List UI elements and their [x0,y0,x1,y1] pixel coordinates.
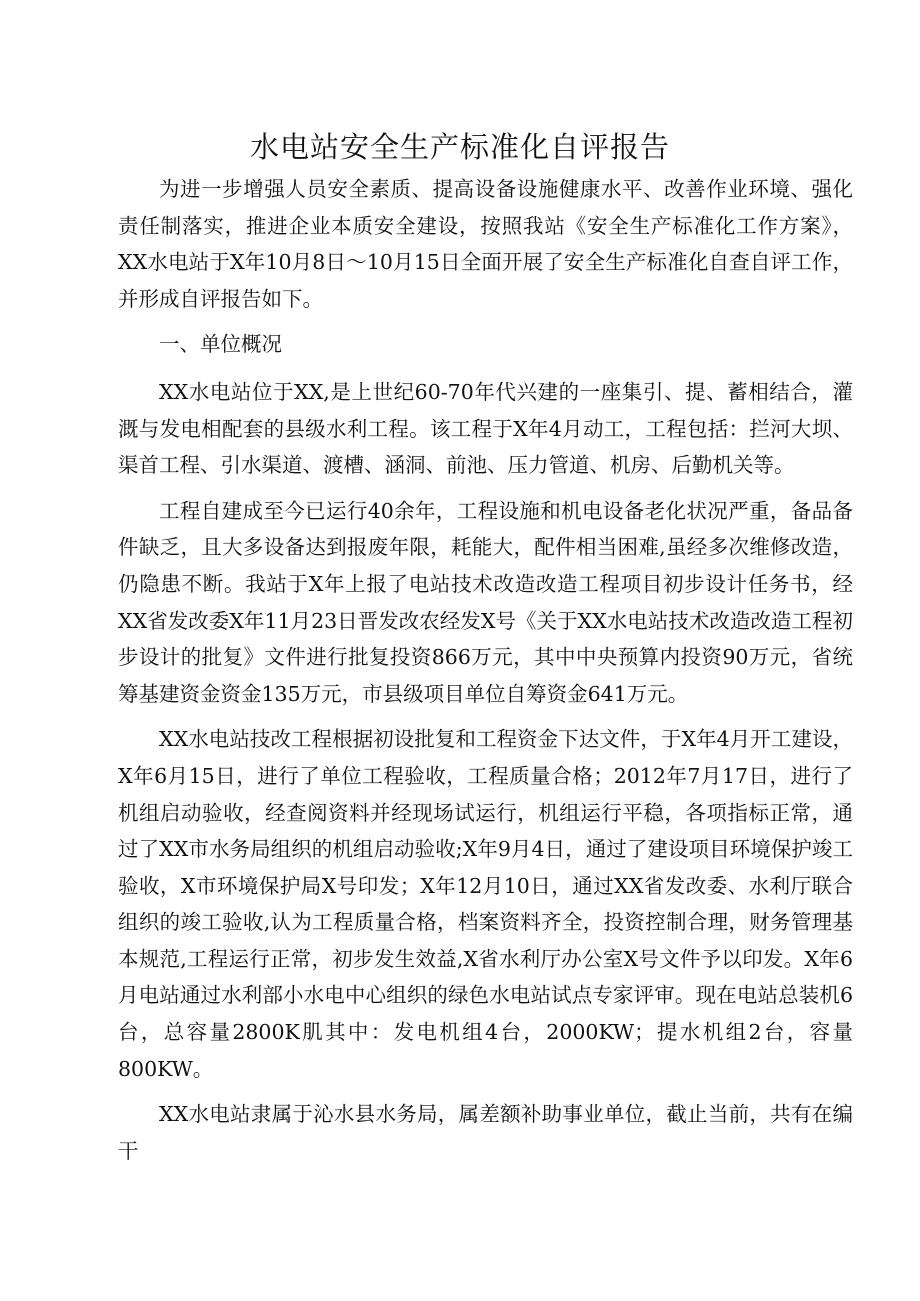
document-title: 水电站安全生产标准化自评报告 [249,130,670,164]
paragraph-acceptance: XX水电站技改工程根据初设批复和工程资金下达文件，于X年4月开工建设，X年6月15日，进行了单位工程验收，工程质量合格；2012年7月17日，进行了机组启动验收，经查阅资料并经现场试运行，机组运行平稳，各项指标正常，通过了XX市水务局组织的机组启动验收;X年9月4日，通过了建设项目环境保护竣工验收，X市环境保护局X号印发；X年12月10日，通过XX省发改委、水利厅联合组织的竣工验收,认为工程质量合格，档案资料齐全，投资控制合理，财务管理基本规范,工程运行正常，初步发生效益,X省水利厅办公室X号文件予以印发。X年6月电站通过水利部小水电中心组织的绿色水电站试点专家评审。现在电站总装机6台，总容量2800K肌其中：发电机组4台，2000KW；提水机组2台，容量800KW。 [118,727,853,1081]
paragraph-organization: XX水电站隶属于沁水县水务局，属差额补助事业单位，截止当前，共有在编干 [118,1102,853,1163]
document-body [118,171,853,1178]
section-heading-unit-overview: 一、单位概况 [159,332,282,357]
paragraph-history: 工程自建成至今已运行40余年，工程设施和机电设备老化状况严重，备品备件缺乏，且大多设备达到报废年限，耗能大，配件相当困难,虽经多次维修改造，仍隐患不断。我站于X年上报了电站技术改造改造工程项目初步设计任务书，经XX省发改委X年11月23日晋发改农经发X号《关于XX水电站技术改造改造工程初步设计的批复》文件进行批复投资866万元，其中中央预算内投资90万元，省统筹基建资金资金135万元，市县级项目单位自筹资金641万元。 [118,498,853,706]
intro-paragraph: 为进一步增强人员安全素质、提高设备设施健康水平、改善作业环境、强化责任制落实，推进企业本质安全建设，按照我站《安全生产标准化工作方案》，XX水电站于X年10月8日～10月15日全面开展了安全生产标准化自查自评工作，并形成自评报告如下。 [118,177,853,311]
paragraph-location: XX水电站位于XX,是上世纪60-70年代兴建的一座集引、提、蓄相结合，灌溉与发电相配套的县级水利工程。该工程于X年4月动工，工程包括：拦河大坝、渠首工程、引水渠道、渡槽、涵洞、前池、压力管道、机房、后勤机关等。 [118,379,853,478]
